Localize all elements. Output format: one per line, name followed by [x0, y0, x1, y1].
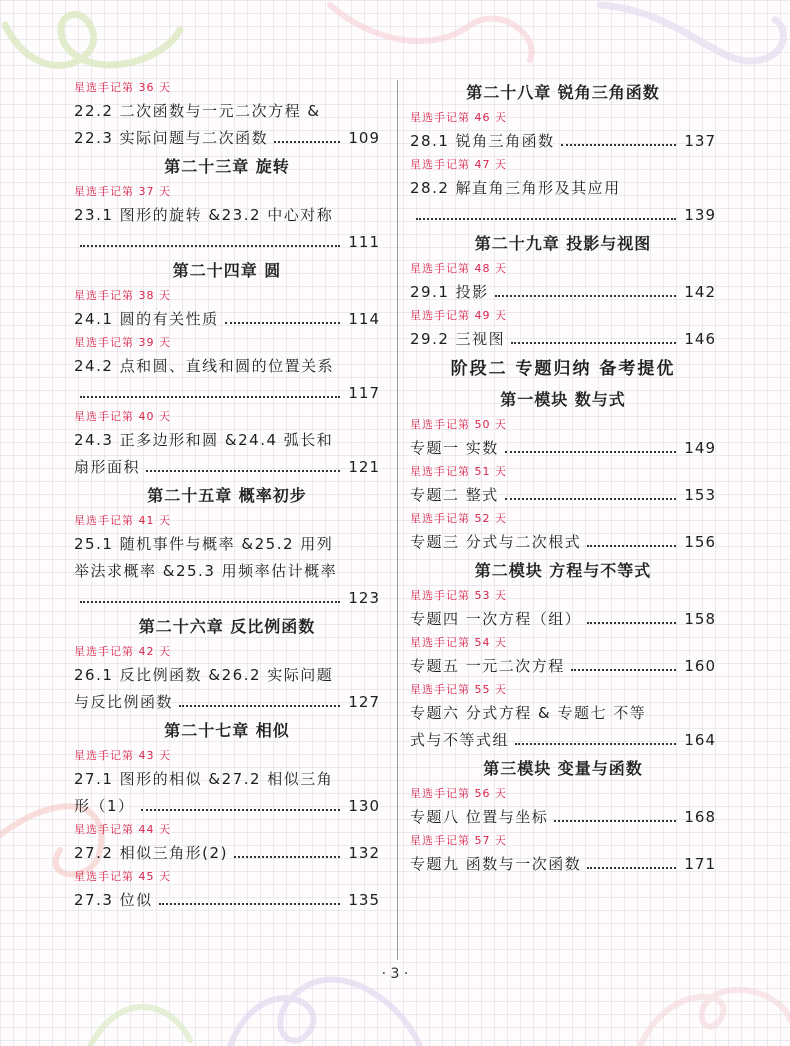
- toc-page-number: 114: [348, 310, 380, 328]
- toc-entry: [410, 482, 716, 509]
- day-tag: 星选手记第 48 天: [410, 262, 507, 275]
- dot-leader: [561, 144, 677, 146]
- chapter-heading: 第二十六章 反比例函数: [138, 617, 316, 636]
- toc-entry-title: 22.3 实际问题与二次函数: [74, 129, 269, 147]
- column-divider: [397, 80, 398, 960]
- toc-page-number: 171: [684, 855, 716, 873]
- toc-entry-title: 扇形面积: [74, 458, 141, 476]
- day-tag: 星选手记第 41 天: [74, 514, 171, 527]
- toc-page-number: 123: [348, 589, 380, 607]
- bottom-swirl-purple: [230, 980, 420, 1046]
- toc-entry-text: 23.1 图形的旋转 &23.2 中心对称: [74, 206, 334, 224]
- day-tag: 星选手记第 43 天: [74, 749, 171, 762]
- dot-leader: [515, 743, 676, 745]
- toc-entry: [410, 202, 716, 229]
- chapter-heading: 第二十五章 概率初步: [147, 486, 307, 505]
- toc-page-number: 109: [348, 129, 380, 147]
- dot-leader: [505, 451, 677, 453]
- toc-entry-title: 28.1 锐角三角函数: [410, 132, 555, 150]
- day-tag: 星选手记第 55 天: [410, 683, 507, 696]
- toc-entry: [410, 727, 716, 754]
- toc-page-number: 168: [684, 808, 716, 826]
- toc-entry-title: 专题五 一元二次方程: [410, 657, 565, 675]
- toc-page-number: 142: [684, 283, 716, 301]
- toc-entry-title: 式与不等式组: [410, 731, 510, 749]
- toc-entry-title: 专题一 实数: [410, 439, 499, 457]
- section-heading: 阶段二 专题归纳 备考提优: [450, 359, 676, 379]
- toc-entry: [74, 454, 380, 481]
- toc-entry-title: 27.2 相似三角形(2): [74, 844, 228, 862]
- toc-entry: [74, 793, 380, 820]
- day-tag: 星选手记第 53 天: [410, 589, 507, 602]
- dot-leader: [179, 705, 340, 707]
- toc-entry-title: 29.1 投影: [410, 283, 489, 301]
- day-tag: 星选手记第 44 天: [74, 823, 171, 836]
- dot-leader: [416, 218, 676, 220]
- toc-entry-title: 与反比例函数: [74, 693, 174, 711]
- dot-leader: [141, 809, 341, 811]
- toc-page-number: 111: [348, 233, 380, 251]
- dot-leader: [80, 245, 340, 247]
- dot-leader: [234, 856, 340, 858]
- toc-entry-text: 26.1 反比例函数 &26.2 实际问题: [74, 666, 334, 684]
- day-tag: 星选手记第 39 天: [74, 336, 171, 349]
- toc-entry: [410, 851, 716, 878]
- toc-page-number: 117: [348, 384, 380, 402]
- top-swirl-pink: [330, 5, 532, 60]
- dot-leader: [587, 622, 676, 624]
- day-tag: 星选手记第 38 天: [74, 289, 171, 302]
- toc-entry-title: 专题八 位置与坐标: [410, 808, 549, 826]
- toc-page-number: 160: [684, 657, 716, 675]
- toc-entry: [74, 229, 380, 256]
- dot-leader: [554, 820, 676, 822]
- chapter-heading: 第一模块 数与式: [500, 390, 626, 409]
- toc-entry-title: 24.1 圆的有关性质: [74, 310, 219, 328]
- bottom-right-swirl: [640, 990, 790, 1046]
- dot-leader: [587, 867, 676, 869]
- toc-page-number: 149: [684, 439, 716, 457]
- toc-entry-title: 29.2 三视图: [410, 330, 506, 348]
- toc-entry-text: 专题六 分式方程 & 专题七 不等: [410, 704, 647, 722]
- dot-leader: [80, 601, 340, 603]
- day-tag: 星选手记第 57 天: [410, 834, 507, 847]
- dot-leader: [80, 396, 340, 398]
- toc-page-number: 164: [684, 731, 716, 749]
- toc-entry-text: 24.3 正多边形和圆 &24.4 弧长和: [74, 431, 334, 449]
- day-tag: 星选手记第 56 天: [410, 787, 507, 800]
- dot-leader: [146, 470, 340, 472]
- toc-page-number: 130: [348, 797, 380, 815]
- toc-entry-title: 专题三 分式与二次根式: [410, 533, 582, 551]
- chapter-heading: 第二模块 方程与不等式: [474, 561, 652, 580]
- dot-leader: [511, 342, 676, 344]
- day-tag: 星选手记第 50 天: [410, 418, 507, 431]
- toc-entry: [410, 653, 716, 680]
- toc-page-number: 121: [348, 458, 380, 476]
- chapter-heading: 第二十四章 圆: [172, 261, 282, 280]
- toc-entry-title: 形（1）: [74, 797, 135, 815]
- toc-entry-title: 专题二 整式: [410, 486, 499, 504]
- toc-entry: [74, 887, 380, 914]
- toc-entry: [410, 279, 716, 306]
- toc-entry-text: 27.1 图形的相似 &27.2 相似三角: [74, 770, 334, 788]
- toc-right-column: [410, 78, 716, 878]
- toc-entry: [74, 689, 380, 716]
- day-tag: 星选手记第 37 天: [74, 185, 171, 198]
- chapter-heading: 第二十三章 旋转: [164, 157, 290, 176]
- bottom-swirl-green: [90, 1007, 190, 1046]
- toc-entry-text: 22.2 二次函数与一元二次方程 &: [74, 102, 321, 120]
- toc-left-column: [74, 78, 380, 914]
- toc-entry: [74, 306, 380, 333]
- day-tag: 星选手记第 40 天: [74, 410, 171, 423]
- toc-entry: [410, 606, 716, 633]
- page-number: · 3 ·: [381, 966, 409, 982]
- toc-page-number: 132: [348, 844, 380, 862]
- dot-leader: [571, 669, 677, 671]
- toc-page-number: 139: [684, 206, 716, 224]
- day-tag: 星选手记第 45 天: [74, 870, 171, 883]
- day-tag: 星选手记第 36 天: [74, 81, 171, 94]
- toc-page-number: 127: [348, 693, 380, 711]
- toc-entry: [410, 435, 716, 462]
- toc-entry-text: 25.1 随机事件与概率 &25.2 用列: [74, 535, 334, 553]
- day-tag: 星选手记第 47 天: [410, 158, 507, 171]
- toc-entry: [410, 529, 716, 556]
- toc-entry-title: 27.3 位似: [74, 891, 153, 909]
- toc-page-number: 158: [684, 610, 716, 628]
- top-left-swirl: [5, 15, 180, 66]
- toc-entry-text: 举法求概率 &25.3 用频率估计概率: [74, 562, 338, 580]
- toc-entry: [410, 326, 716, 353]
- toc-entry-text: 28.2 解直角三角形及其应用: [410, 179, 621, 197]
- toc-entry: [74, 585, 380, 612]
- dot-leader: [225, 322, 341, 324]
- toc-entry: [74, 380, 380, 407]
- toc-entry: [74, 125, 380, 152]
- toc-page-number: 156: [684, 533, 716, 551]
- dot-leader: [587, 545, 676, 547]
- dot-leader: [159, 903, 341, 905]
- day-tag: 星选手记第 42 天: [74, 645, 171, 658]
- dot-leader: [505, 498, 677, 500]
- day-tag: 星选手记第 49 天: [410, 309, 507, 322]
- toc-page-number: 153: [684, 486, 716, 504]
- dot-leader: [495, 295, 677, 297]
- top-right-swirl: [600, 5, 783, 61]
- toc-entry-text: 24.2 点和圆、直线和圆的位置关系: [74, 357, 335, 375]
- toc-page-number: 137: [684, 132, 716, 150]
- day-tag: 星选手记第 54 天: [410, 636, 507, 649]
- day-tag: 星选手记第 46 天: [410, 111, 507, 124]
- toc-entry: [410, 804, 716, 831]
- chapter-heading: 第三模块 变量与函数: [483, 759, 643, 778]
- day-tag: 星选手记第 51 天: [410, 465, 507, 478]
- toc-entry-title: 专题九 函数与一次函数: [410, 855, 582, 873]
- day-tag: 星选手记第 52 天: [410, 512, 507, 525]
- toc-page-number: 135: [348, 891, 380, 909]
- chapter-heading: 第二十八章 锐角三角函数: [466, 83, 660, 102]
- dot-leader: [274, 141, 340, 143]
- toc-entry: [410, 128, 716, 155]
- toc-entry: [74, 840, 380, 867]
- toc-page-number: 146: [684, 330, 716, 348]
- toc-entry-title: 专题四 一次方程（组）: [410, 610, 582, 628]
- chapter-heading: 第二十九章 投影与视图: [474, 234, 652, 253]
- chapter-heading: 第二十七章 相似: [164, 721, 290, 740]
